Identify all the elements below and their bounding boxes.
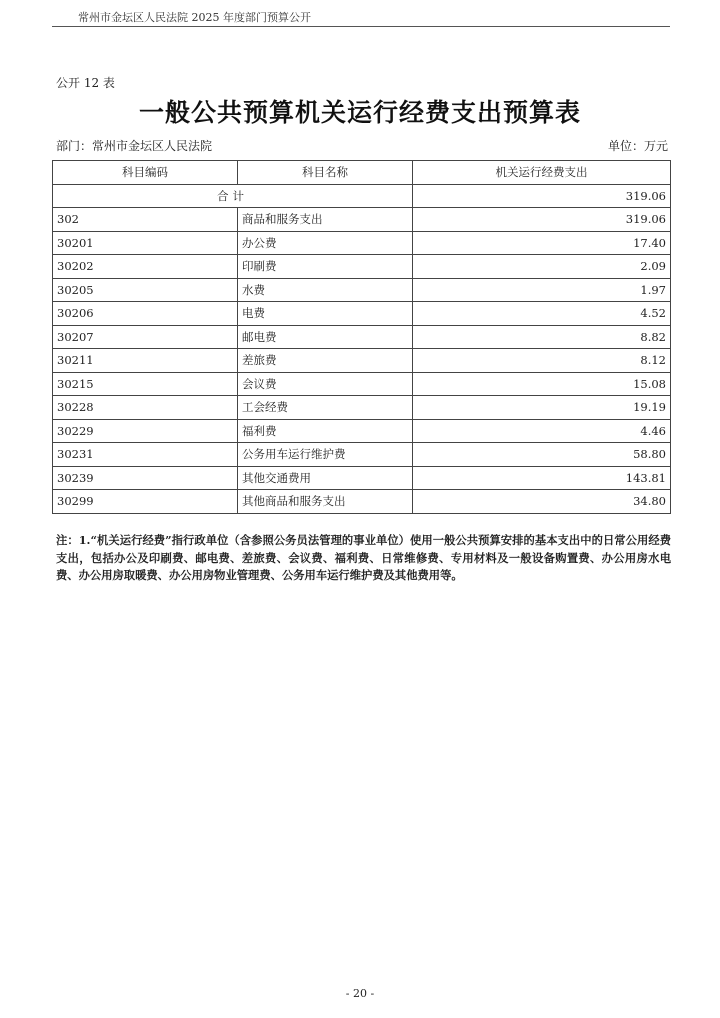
cell-name: 差旅费 bbox=[238, 349, 413, 373]
table-row bbox=[53, 255, 671, 279]
table-row bbox=[53, 302, 671, 326]
cell-name: 商品和服务支出 bbox=[238, 208, 413, 232]
table-row bbox=[53, 208, 671, 232]
cell-code: 30299 bbox=[53, 490, 238, 514]
cell-name: 其他商品和服务支出 bbox=[238, 490, 413, 514]
budget-table bbox=[52, 160, 671, 514]
table-header-row bbox=[53, 161, 671, 185]
page-number: - 20 - bbox=[345, 987, 375, 1000]
unit-label: 单位：万元 bbox=[607, 139, 668, 153]
meta-row bbox=[56, 137, 668, 154]
cell-amount: 8.12 bbox=[413, 349, 671, 373]
cell-amount: 1.97 bbox=[413, 278, 671, 302]
cell-name: 福利费 bbox=[238, 419, 413, 443]
page-title: 一般公共预算机关运行经费支出预算表 bbox=[138, 98, 581, 127]
table-row bbox=[53, 396, 671, 420]
cell-amount: 17.40 bbox=[413, 231, 671, 255]
cell-amount: 8.82 bbox=[413, 325, 671, 349]
table-row bbox=[53, 443, 671, 467]
cell-code: 30202 bbox=[53, 255, 238, 279]
cell-name: 水费 bbox=[238, 278, 413, 302]
column-header-name: 科目名称 bbox=[238, 161, 413, 185]
cell-code: 30215 bbox=[53, 372, 238, 396]
cell-code: 30229 bbox=[53, 419, 238, 443]
cell-name: 会议费 bbox=[238, 372, 413, 396]
cell-code: 302 bbox=[53, 208, 238, 232]
cell-amount: 15.08 bbox=[413, 372, 671, 396]
cell-amount: 4.46 bbox=[413, 419, 671, 443]
column-header-code: 科目编码 bbox=[53, 161, 238, 185]
cell-name: 电费 bbox=[238, 302, 413, 326]
cell-code: 30231 bbox=[53, 443, 238, 467]
cell-name: 办公费 bbox=[238, 231, 413, 255]
running-header: 常州市金坛区人民法院 2025 年度部门预算公开 bbox=[78, 11, 311, 24]
table-row bbox=[53, 278, 671, 302]
cell-code: 30211 bbox=[53, 349, 238, 373]
cell-amount: 143.81 bbox=[413, 466, 671, 490]
total-row bbox=[53, 184, 671, 208]
cell-code: 30201 bbox=[53, 231, 238, 255]
cell-name: 邮电费 bbox=[238, 325, 413, 349]
total-amount: 319.06 bbox=[413, 184, 671, 208]
table-row bbox=[53, 490, 671, 514]
cell-code: 30239 bbox=[53, 466, 238, 490]
total-label: 合计 bbox=[53, 184, 413, 208]
cell-name: 公务用车运行维护费 bbox=[238, 443, 413, 467]
cell-name: 印刷费 bbox=[238, 255, 413, 279]
table-row bbox=[53, 419, 671, 443]
cell-code: 30207 bbox=[53, 325, 238, 349]
table-label: 公开 12 表 bbox=[56, 76, 115, 90]
cell-amount: 34.80 bbox=[413, 490, 671, 514]
cell-code: 30206 bbox=[53, 302, 238, 326]
table-row bbox=[53, 466, 671, 490]
header-rule bbox=[52, 26, 670, 27]
cell-amount: 319.06 bbox=[413, 208, 671, 232]
department-label: 部门：常州市金坛区人民法院 bbox=[56, 139, 213, 153]
cell-amount: 19.19 bbox=[413, 396, 671, 420]
table-row bbox=[53, 349, 671, 373]
table-row bbox=[53, 231, 671, 255]
cell-code: 30228 bbox=[53, 396, 238, 420]
table-row bbox=[53, 372, 671, 396]
cell-name: 工会经费 bbox=[238, 396, 413, 420]
cell-amount: 4.52 bbox=[413, 302, 671, 326]
table-note: 注：1.“机关运行经费”指行政单位（含参照公务员法管理的事业单位）使用一般公共预算安排的基本支出中的日常公用经费支出，包括办公及印刷费、邮电费、差旅费、会议费、福利费、日常维修费、专用材料及一般设备购置费、办公用房水电费、办公用房取暖费、办公用房物业管理费、公务用车运行维护费及其他费用等。 bbox=[56, 533, 671, 582]
cell-amount: 58.80 bbox=[413, 443, 671, 467]
table-row bbox=[53, 325, 671, 349]
cell-amount: 2.09 bbox=[413, 255, 671, 279]
cell-name: 其他交通费用 bbox=[238, 466, 413, 490]
cell-code: 30205 bbox=[53, 278, 238, 302]
column-header-amount: 机关运行经费支出 bbox=[413, 161, 671, 185]
